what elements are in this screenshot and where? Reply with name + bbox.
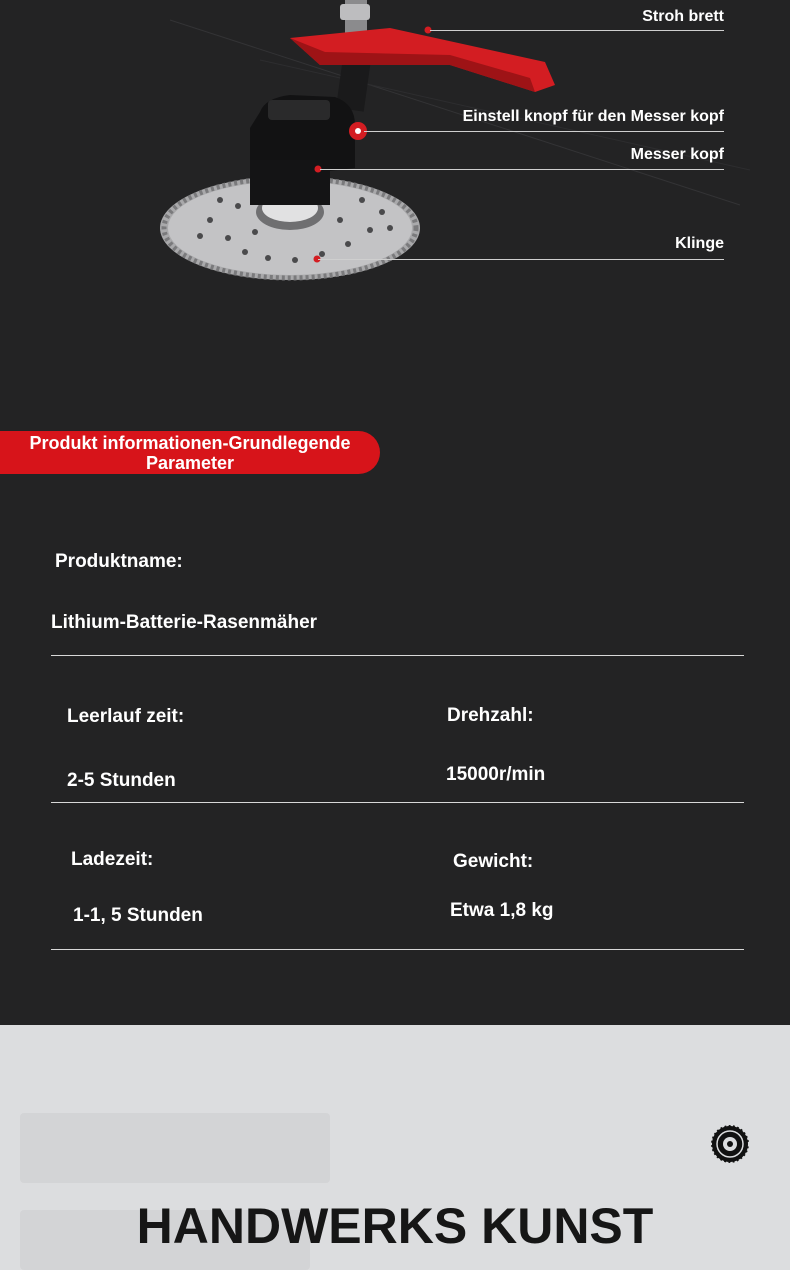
spec-value-speed: 15000r/min (446, 764, 546, 785)
spec-label-runtime: Leerlauf zeit: (67, 706, 185, 727)
spec-label-product-name: Produktname: (55, 551, 183, 572)
divider (51, 949, 744, 950)
callout-stroh-brett: Stroh brett (642, 8, 724, 25)
spec-value-weight: Etwa 1,8 kg (450, 900, 554, 921)
callout-einstell-knopf: Einstell knopf für den Messer kopf (462, 108, 724, 125)
callout-line (320, 169, 724, 170)
divider (51, 802, 744, 803)
spec-label-charge-time: Ladezeit: (71, 849, 154, 870)
decorative-panel (20, 1113, 330, 1183)
section-heading-badge (0, 431, 380, 474)
craftsmanship-section (0, 1025, 790, 1270)
spec-value-product-name: Lithium-Batterie-Rasenmäher (51, 612, 318, 633)
spec-label-speed: Drehzahl: (447, 705, 534, 726)
spec-label-weight: Gewicht: (453, 851, 534, 872)
callout-line (318, 259, 724, 260)
section-heading-line2: Parameter (145, 453, 235, 473)
divider (51, 655, 744, 656)
section-title: HANDWERKS KUNST (136, 1198, 654, 1254)
callout-line (430, 30, 724, 31)
callout-line (364, 131, 724, 132)
saw-blade-icon (710, 1124, 750, 1164)
spec-value-charge-time: 1-1, 5 Stunden (73, 905, 203, 926)
spec-value-runtime: 2-5 Stunden (67, 770, 176, 791)
section-heading-line1: Produkt informationen-Grundlegende (29, 433, 351, 453)
callout-messer-kopf: Messer kopf (630, 146, 724, 163)
callout-klinge: Klinge (675, 235, 724, 252)
